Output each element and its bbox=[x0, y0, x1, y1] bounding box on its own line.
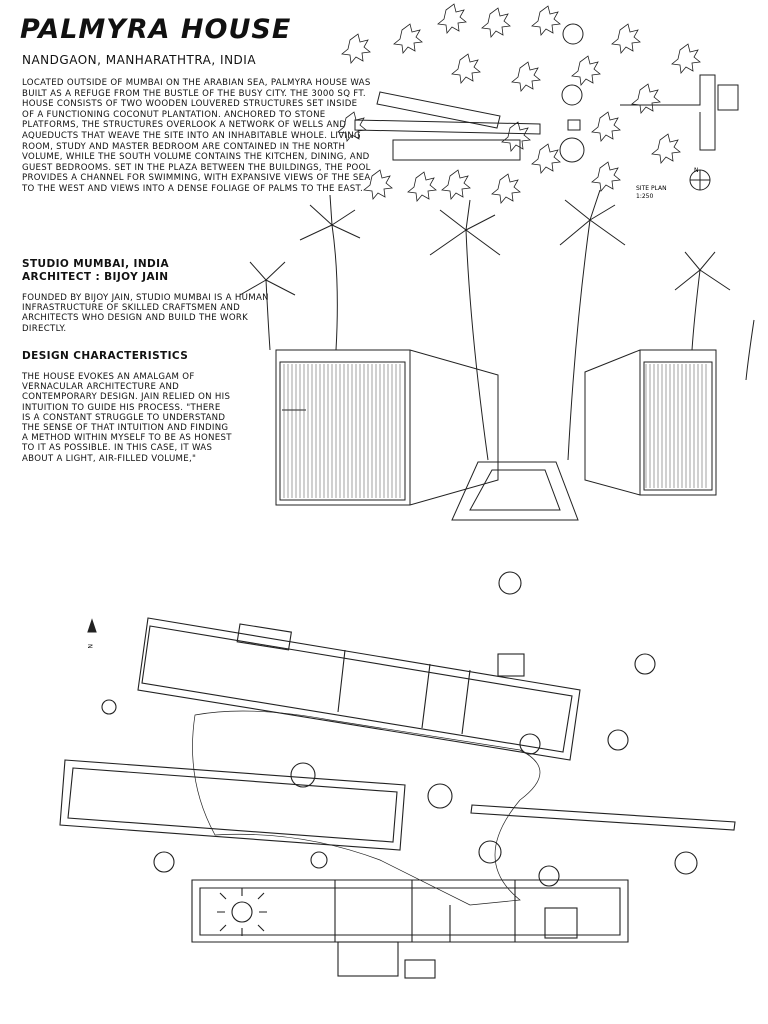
palm-tree-icon bbox=[338, 4, 700, 203]
architect-heading: ARCHITECT : BIJOY JAIN bbox=[22, 271, 169, 283]
design-paragraph: THE HOUSE EVOKES AN AMALGAM OF VERNACULAR ARCHITECTURE AND CONTEMPORARY DESIGN. JAIN RELIED ON HIS INTUITION TO GUIDE HIS PROCESS. "THERE IS A CONSTANT STRUGGLE TO UNDERSTAND THE SENSE OF THAT INTUITION AND FINDING A METHOD WITHIN MYSELF TO BE AS HONEST TO IT AS POSSIBLE. IN THIS CASE, IT WAS ABOUT A LIGHT, AIR-FILLED VOLUME," bbox=[22, 372, 232, 464]
location-subtitle: NANDGAON, MANHARATHTRA, INDIA bbox=[22, 53, 257, 67]
design-heading: DESIGN CHARACTERISTICS bbox=[22, 350, 189, 362]
page-title: PALMYRA HOUSE bbox=[20, 14, 292, 45]
site-plan-scale: 1:250 bbox=[636, 193, 654, 200]
site-plan-label: SITE PLAN bbox=[636, 185, 667, 192]
floor-north-label: N bbox=[86, 644, 93, 649]
intro-paragraph: LOCATED OUTSIDE OF MUMBAI ON THE ARABIAN SEA, PALMYRA HOUSE WAS BUILT AS A REFUGE FROM THE BUSTLE OF THE BUSY CITY. THE 3000 SQ FT. HOUSE CONSISTS OF TWO WOODEN LOUVERED STRUCTURES SET INSIDE OF A FUNCTIONING COCONUT PLANTATION. ANCHORED TO STONE PLATFORMS, THE STRUCTURES OVERLOOK A NETWORK OF WELLS AND AQUEDUCTS THAT WEAVE THE SITE INTO AN INHABITABLE WHOLE. LIVING ROOM, STUDY AND MASTER BEDROOM ARE CONTAINED IN THE NORTH VOLUME, WHILE THE SOUTH VOLUME CONTAINS THE KITCHEN, DINING, AND GUEST BEDROOMS. SET IN THE PLAZA BETWEEN THE BUILDINGS, THE POOL PROVIDES A CHANNEL FOR SWIMMING, WITH EXPANSIVE VIEWS OF THE SEA TO THE WEST AND VIEWS INTO A DENSE FOLIAGE OF PALMS TO THE EAST. bbox=[22, 78, 371, 194]
studio-heading: STUDIO MUMBAI, INDIA bbox=[22, 258, 170, 270]
studio-paragraph: FOUNDED BY BIJOY JAIN, STUDIO MUMBAI IS A HUMAN INFRASTRUCTURE OF SKILLED CRAFTSMEN AND ARCHITECTS WHO DESIGN AND BUILD THE WORK DIRECTLY. bbox=[22, 293, 269, 334]
site-north-label: N bbox=[694, 167, 699, 174]
